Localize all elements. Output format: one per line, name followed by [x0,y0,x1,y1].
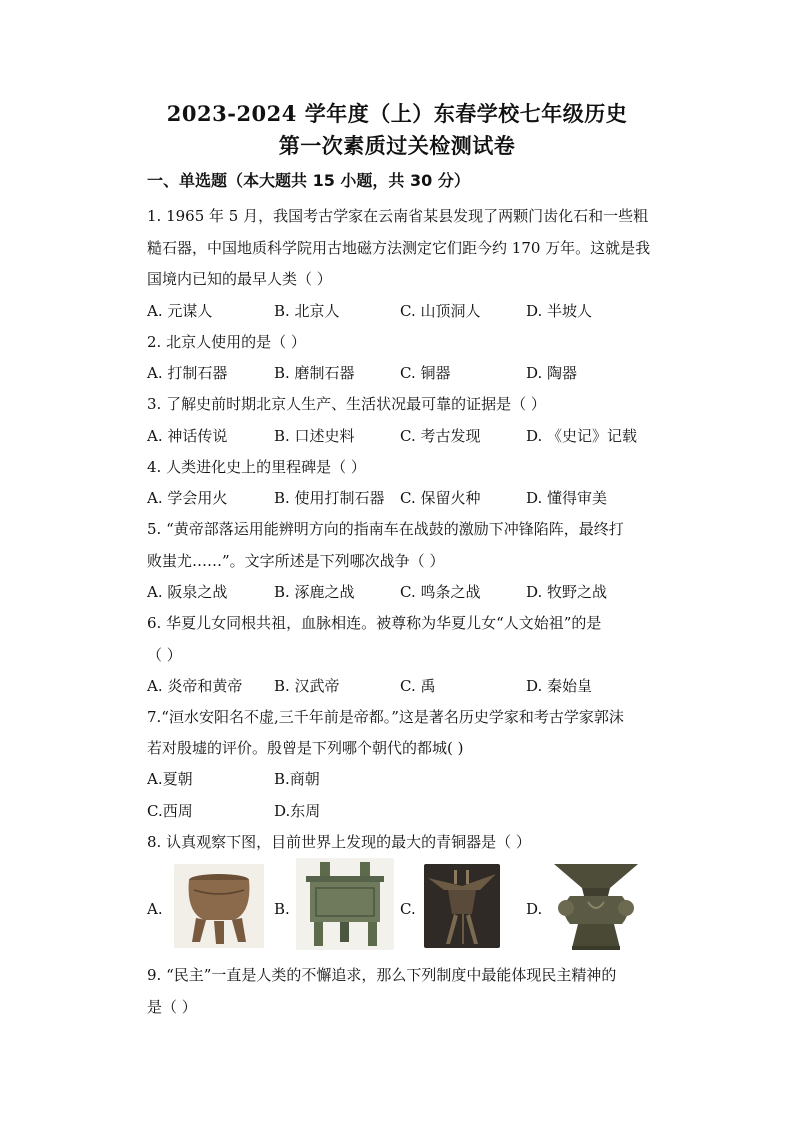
question-8-option-d: D. [526,900,543,918]
bronze-zun-image [548,858,644,952]
question-8-option-c: C. [400,900,416,918]
question-1-line-1: 1. 1965 年 5 月，我国考古学家在云南省某县发现了两颗门齿化石和一些粗 [147,207,649,225]
question-6-line-1: 6. 华夏儿女同根共祖，血脉相连。被尊称为华夏儿女“人文始祖”的是 [147,614,602,632]
question-7-option-a: A.夏朝 [147,770,193,788]
question-7-option-c: C.西周 [147,802,193,820]
question-4-option-b: B. 使用打制石器 [274,489,385,507]
question-7-line-2: 若对殷墟的评价。殷曾是下列哪个朝代的都城( ) [147,739,464,757]
question-5-option-b: B. 涿鹿之战 [274,583,355,601]
question-7-line-1: 7.“洹水安阳名不虚,三千年前是帝都。”这是著名历史学家和考古学家郭沫 [147,708,624,726]
question-9-line-2: 是（ ） [147,998,197,1016]
question-5-line-2: 败蚩尤……”。文字所述是下列哪次战争（ ） [147,552,445,570]
question-4-option-c: C. 保留火种 [400,489,481,507]
question-8-option-a: A. [147,900,163,918]
exam-title-line1: 2023-2024 学年度（上）东春学校七年级历史 [166,101,628,126]
question-5-option-a: A. 阪泉之战 [147,583,228,601]
question-6-option-a: A. 炎帝和黄帝 [147,677,243,695]
question-1-option-b: B. 北京人 [274,302,340,320]
question-1-line-2: 糙石器，中国地质科学院用古地磁方法测定它们距今约 170 万年。这就是我 [147,239,651,257]
question-7-option-d: D.东周 [274,802,321,820]
question-4-line-1: 4. 人类进化史上的里程碑是（ ） [147,458,366,476]
question-4-option-a: A. 学会用火 [147,489,228,507]
question-4-option-d: D. 懂得审美 [526,489,608,507]
question-1-option-d: D. 半坡人 [526,302,593,320]
question-1-option-c: C. 山顶洞人 [400,302,481,320]
question-5-option-c: C. 鸣条之战 [400,583,481,601]
question-9-line-1: 9. “民主”一直是人类的不懈追求，那么下列制度中最能体现民主精神的 [147,966,617,984]
question-7-option-b: B.商朝 [274,770,320,788]
question-1-option-a: A. 元谋人 [147,302,213,320]
question-6-line-2: （ ） [147,646,182,664]
question-6-option-c: C. 禹 [400,677,436,695]
bronze-jue-image [424,864,500,948]
question-3-option-c: C. 考古发现 [400,427,481,445]
question-6-option-d: D. 秦始皇 [526,677,593,695]
question-3-line-1: 3. 了解史前时期北京人生产、生活状况最可靠的证据是（ ） [147,395,546,413]
tripod-pottery-li-image [174,864,264,948]
question-5-option-d: D. 牧野之战 [526,583,608,601]
question-8-option-b: B. [274,900,290,918]
question-2-option-c: C. 铜器 [400,364,451,382]
question-3-option-b: B. 口述史料 [274,427,355,445]
question-3-option-d: D. 《史记》记载 [526,427,638,445]
exam-title-line2: 第一次素质过关检测试卷 [278,133,516,158]
question-1-line-3: 国境内已知的最早人类（ ） [147,270,332,288]
square-bronze-ding-image [296,858,394,950]
question-2-option-a: A. 打制石器 [147,364,228,382]
question-2-line-1: 2. 北京人使用的是（ ） [147,333,306,351]
question-2-option-b: B. 磨制石器 [274,364,355,382]
question-8-line-1: 8. 认真观察下图，目前世界上发现的最大的青铜器是（ ） [147,833,531,851]
section-heading: 一、单选题（本大题共 15 小题，共 30 分） [147,171,470,190]
question-5-line-1: 5. “黄帝部落运用能辨明方向的指南车在战鼓的激励下冲锋陷阵，最终打 [147,520,624,538]
question-6-option-b: B. 汉武帝 [274,677,340,695]
question-2-option-d: D. 陶器 [526,364,578,382]
question-3-option-a: A. 神话传说 [147,427,228,445]
